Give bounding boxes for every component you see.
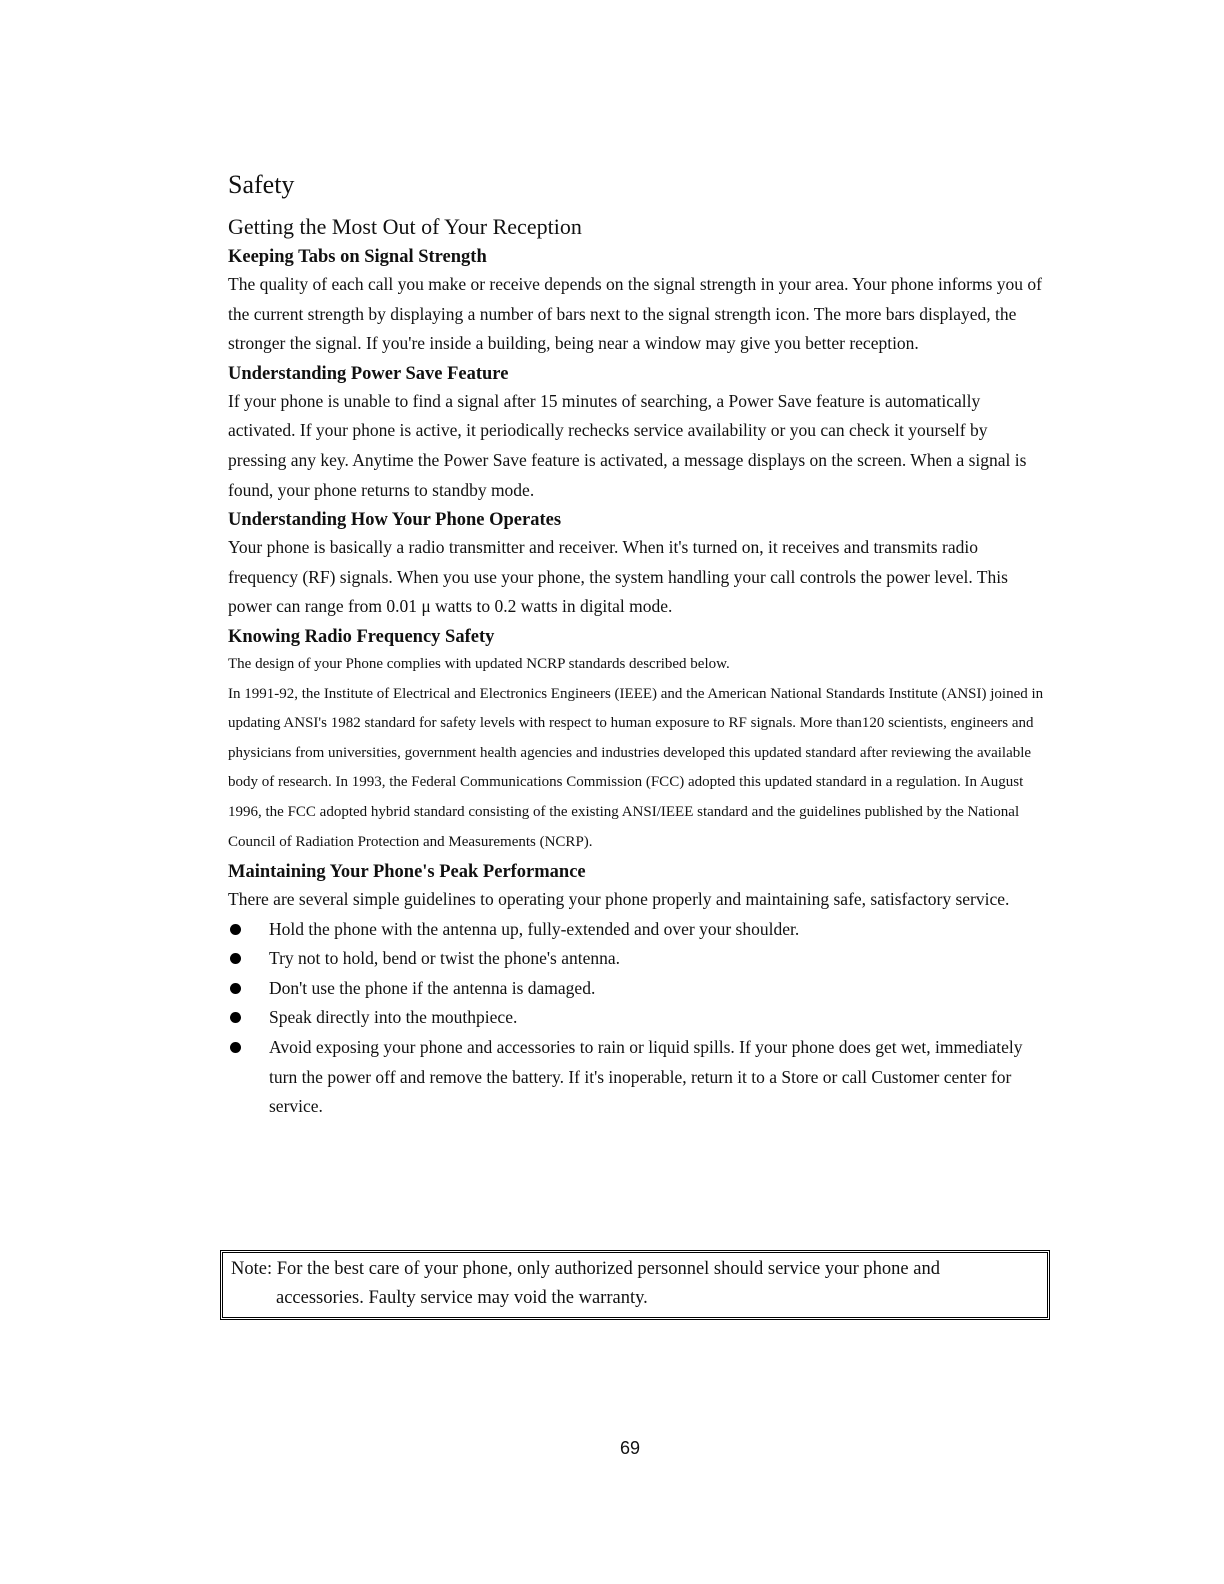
list-item [228,1033,1048,1122]
list-item-text: Hold the phone with the antenna up, fully-extended and over your shoulder. [269,918,800,939]
list-item [228,915,1048,945]
guidelines-list [228,915,1048,1122]
section-title: Getting the Most Out of Your Reception [228,214,582,239]
page-content [228,170,1048,1122]
list-item [228,974,1048,1004]
paragraph-power-save: If your phone is unable to find a signal after 15 minutes of searching, a Power Save feature is automatically activated. If your phone is active, it periodically rechecks service availability or you can check it yourself by pressing any key. Anytime the Power Save feature is activated, a message displays on the screen. When a signal is found, your phone returns to standby mode. [228,390,1027,500]
heading-power-save: Understanding Power Save Feature [228,363,509,384]
page-title: Safety [228,170,295,199]
list-item [228,944,1048,974]
paragraph-signal-strength: The quality of each call you make or receive depends on the signal strength in your area. Your phone informs you of the current strength by displaying a number of bars next to the signal strength icon. The more bars displayed, the stronger the signal. If you're inside a building, being near a window may give you better reception. [228,274,1043,354]
list-item-text: Speak directly into the mouthpiece. [269,1007,518,1028]
paragraph-peak-performance: There are several simple guidelines to operating your phone properly and maintaining safe, satisfactory service. [228,889,1010,910]
list-item-text: Don't use the phone if the antenna is damaged. [269,977,596,998]
note-text-line1: Note: For the best care of your phone, only authorized personnel should service your phone and [231,1259,940,1279]
paragraph-phone-operates: Your phone is basically a radio transmitter and receiver. When it's turned on, it receives and transmits radio frequency (RF) signals. When you use your phone, the system handling your call controls the power level. This power can range from 0.01 μ watts to 0.2 watts in digital mode. [228,537,1008,617]
list-item-text: Try not to hold, bend or twist the phone's antenna. [269,948,621,969]
bullet-icon [230,1042,241,1053]
note-text-line2: accessories. Faulty service may void the warranty. [276,1288,648,1308]
bullet-icon [230,983,241,994]
heading-signal-strength: Keeping Tabs on Signal Strength [228,247,487,267]
bullet-icon [230,1012,241,1023]
note-box [220,1250,1050,1320]
list-item [228,1003,1048,1033]
bullet-icon [230,924,241,935]
page-number: 69 [619,1438,641,1458]
heading-peak-performance: Maintaining Your Phone's Peak Performance [228,862,586,883]
heading-rf-safety: Knowing Radio Frequency Safety [228,626,495,647]
paragraph-rf-safety-intro: The design of your Phone complies with updated NCRP standards described below. [228,655,730,672]
heading-phone-operates: Understanding How Your Phone Operates [228,510,562,531]
list-item-text: Avoid exposing your phone and accessories to rain or liquid spills. If your phone does get wet, immediately turn the power off and remove the battery. If it's inoperable, return it to a Store or call Customer center for service. [269,1037,1023,1117]
paragraph-rf-safety-history: In 1991-92, the Institute of Electrical and Electronics Engineers (IEEE) and the American National Standards Institute (ANSI) joined in updating ANSI's 1982 standard for safety levels with respect to human exposure to RF signals. More than120 scientists, engineers and physicians from universities, government health agencies and industries developed this updated standard after reviewing the available body of research. In 1993, the Federal Communications Commission (FCC) adopted this updated standard in a regulation. In August 1996, the FCC adopted hybrid standard consisting of the existing ANSI/IEEE standard and the guidelines published by the National Council of Radiation Protection and Measurements (NCRP). [228,685,1044,850]
bullet-icon [230,953,241,964]
